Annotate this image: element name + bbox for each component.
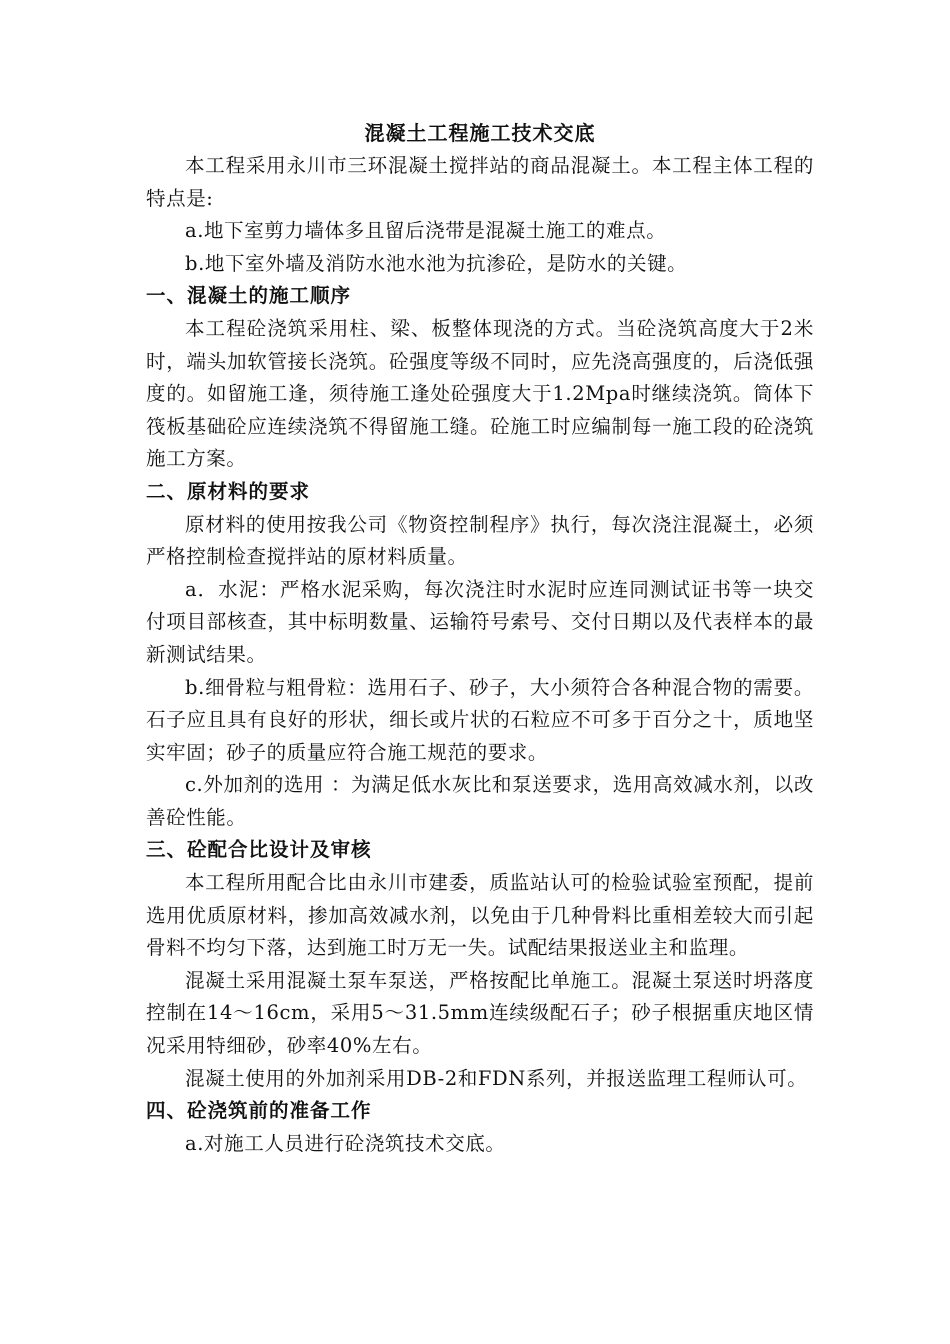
document-title: 混凝土工程施工技术交底 xyxy=(364,121,596,145)
section-3-paragraph-3: 混凝土使用的外加剂采用DB-2和FDN系列，并报送监理工程师认可。 xyxy=(185,1066,808,1090)
section-heading-3: 三、砼配合比设计及审核 xyxy=(146,838,372,862)
intro-item-b: b.地下室外墙及消防水池水池为抗渗砼，是防水的关键。 xyxy=(185,251,688,275)
section-heading-1: 一、混凝土的施工顺序 xyxy=(146,284,352,308)
intro-paragraph: 本工程采用永川市三环混凝土搅拌站的商品混凝土。本工程主体工程的特点是: xyxy=(146,154,814,210)
section-2-item-cement: a．水泥：严格水泥采购，每次浇注时水泥时应连同测试证书等一块交付项目部核查，其中标明数量、运输符号索号、交付日期以及代表样本的最新测试结果。 xyxy=(146,577,814,666)
section-heading-4: 四、砼浇筑前的准备工作 xyxy=(146,1099,372,1123)
section-3-paragraph-1: 本工程所用配合比由永川市建委，质监站认可的检验试验室预配，提前选用优质原材料，掺加高效减水剂，以免由于几种骨料比重相差较大而引起骨料不均匀下落，达到施工时万无一失。试配结果报送业主和监理。 xyxy=(146,871,814,960)
section-4-item-a: a.对施工人员进行砼浇筑技术交底。 xyxy=(185,1131,506,1155)
intro-item-a: a.地下室剪力墙体多且留后浇带是混凝土施工的难点。 xyxy=(185,219,667,243)
section-2-item-aggregate: b.细骨粒与粗骨粒：选用石子、砂子，大小须符合各种混合物的需要。石子应且具有良好的形状，细长或片状的石粒应不可多于百分之十，质地坚实牢固；砂子的质量应符合施工规范的要求。 xyxy=(146,675,814,764)
section-3-paragraph-2: 混凝土采用混凝土泵车泵送，严格按配比单施工。混凝土泵送时坍落度控制在14～16cm，采用5～31.5mm连续级配石子；砂子根据重庆地区情况采用特细砂，砂率40%左右。 xyxy=(146,968,814,1058)
section-heading-2: 二、原材料的要求 xyxy=(146,479,311,503)
section-1-paragraph: 本工程砼浇筑采用柱、梁、板整体现浇的方式。当砼浇筑高度大于2米时，端头加软管接长浇筑。砼强度等级不同时，应先浇高强度的，后浇低强度的。如留施工逢，须待施工逢处砼强度大于1.2Mpa时继续浇筑。筒体下筏板基础砼应连续浇筑不得留施工缝。砼施工时应编制每一施工段的砼浇筑施工方案。 xyxy=(146,316,814,471)
section-2-item-admixture: c.外加剂的选用 ：为满足低水灰比和泵送要求，选用高效减水剂，以改善砼性能。 xyxy=(146,773,814,829)
section-2-paragraph: 原材料的使用按我公司《物资控制程序》执行，每次浇注混凝土，必须严格控制检查搅拌站的原材料质量。 xyxy=(146,512,814,569)
document-page xyxy=(146,118,814,1160)
